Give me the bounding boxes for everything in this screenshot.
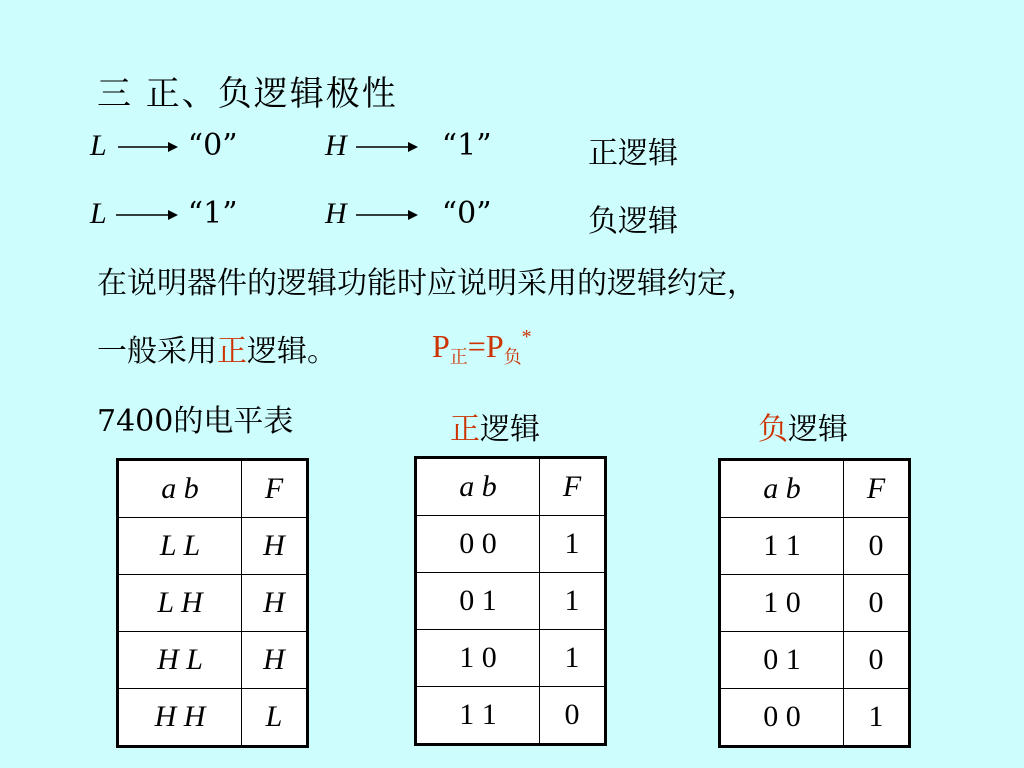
paragraph-line-1: 在说明器件的逻辑功能时应说明采用的逻辑约定， — [97, 266, 757, 301]
low-value: “0” — [187, 128, 238, 163]
highlight-positive: 正 — [217, 334, 247, 369]
table-row: L H H — [118, 575, 308, 632]
negative-table-label: 负逻辑 — [758, 412, 848, 447]
table-row: 1 0 0 — [720, 575, 910, 632]
high-symbol: H — [325, 129, 347, 162]
table-row: 1 0 1 — [416, 630, 606, 687]
table-row: L L H — [118, 518, 308, 575]
table-row: 0 0 1 — [720, 689, 910, 747]
level-table-label: 7400的电平表 — [97, 404, 294, 439]
table-header-row: a b F — [118, 460, 308, 518]
positive-truth-table — [414, 456, 607, 746]
negative-logic-label: 负逻辑 — [588, 204, 678, 239]
positive-high-mapping — [325, 128, 492, 163]
low-value: “1” — [187, 196, 238, 231]
table-row: 1 1 0 — [416, 687, 606, 745]
low-symbol: L — [90, 129, 107, 162]
table-row: H L H — [118, 632, 308, 689]
slide-title: 三 正、负逻辑极性 — [97, 74, 398, 114]
level-truth-table — [116, 458, 309, 748]
table-header-row: a b F — [416, 458, 606, 516]
table-row: 0 0 1 — [416, 516, 606, 573]
positive-table-label: 正逻辑 — [450, 412, 540, 447]
arrow-icon — [356, 208, 418, 222]
table-row: 0 1 1 — [416, 573, 606, 630]
negative-truth-table — [718, 458, 911, 748]
high-value: “1” — [441, 128, 492, 163]
negative-high-mapping — [325, 196, 492, 231]
arrow-icon — [116, 140, 178, 154]
arrow-icon — [356, 140, 418, 154]
low-symbol: L — [90, 197, 107, 230]
positive-logic-mapping — [90, 128, 238, 163]
table-header-row: a b F — [720, 460, 910, 518]
table-row: 1 1 0 — [720, 518, 910, 575]
high-value: “0” — [441, 196, 492, 231]
paragraph-line-2: 一般采用正逻辑。 — [97, 334, 337, 369]
high-symbol: H — [325, 197, 347, 230]
arrow-icon — [116, 208, 178, 222]
table-row: 0 1 0 — [720, 632, 910, 689]
table-row: H H L — [118, 689, 308, 747]
positive-logic-label: 正逻辑 — [588, 136, 678, 171]
polarity-formula: $P_正=P_负^*$ — [432, 326, 532, 367]
negative-logic-mapping — [90, 196, 238, 231]
